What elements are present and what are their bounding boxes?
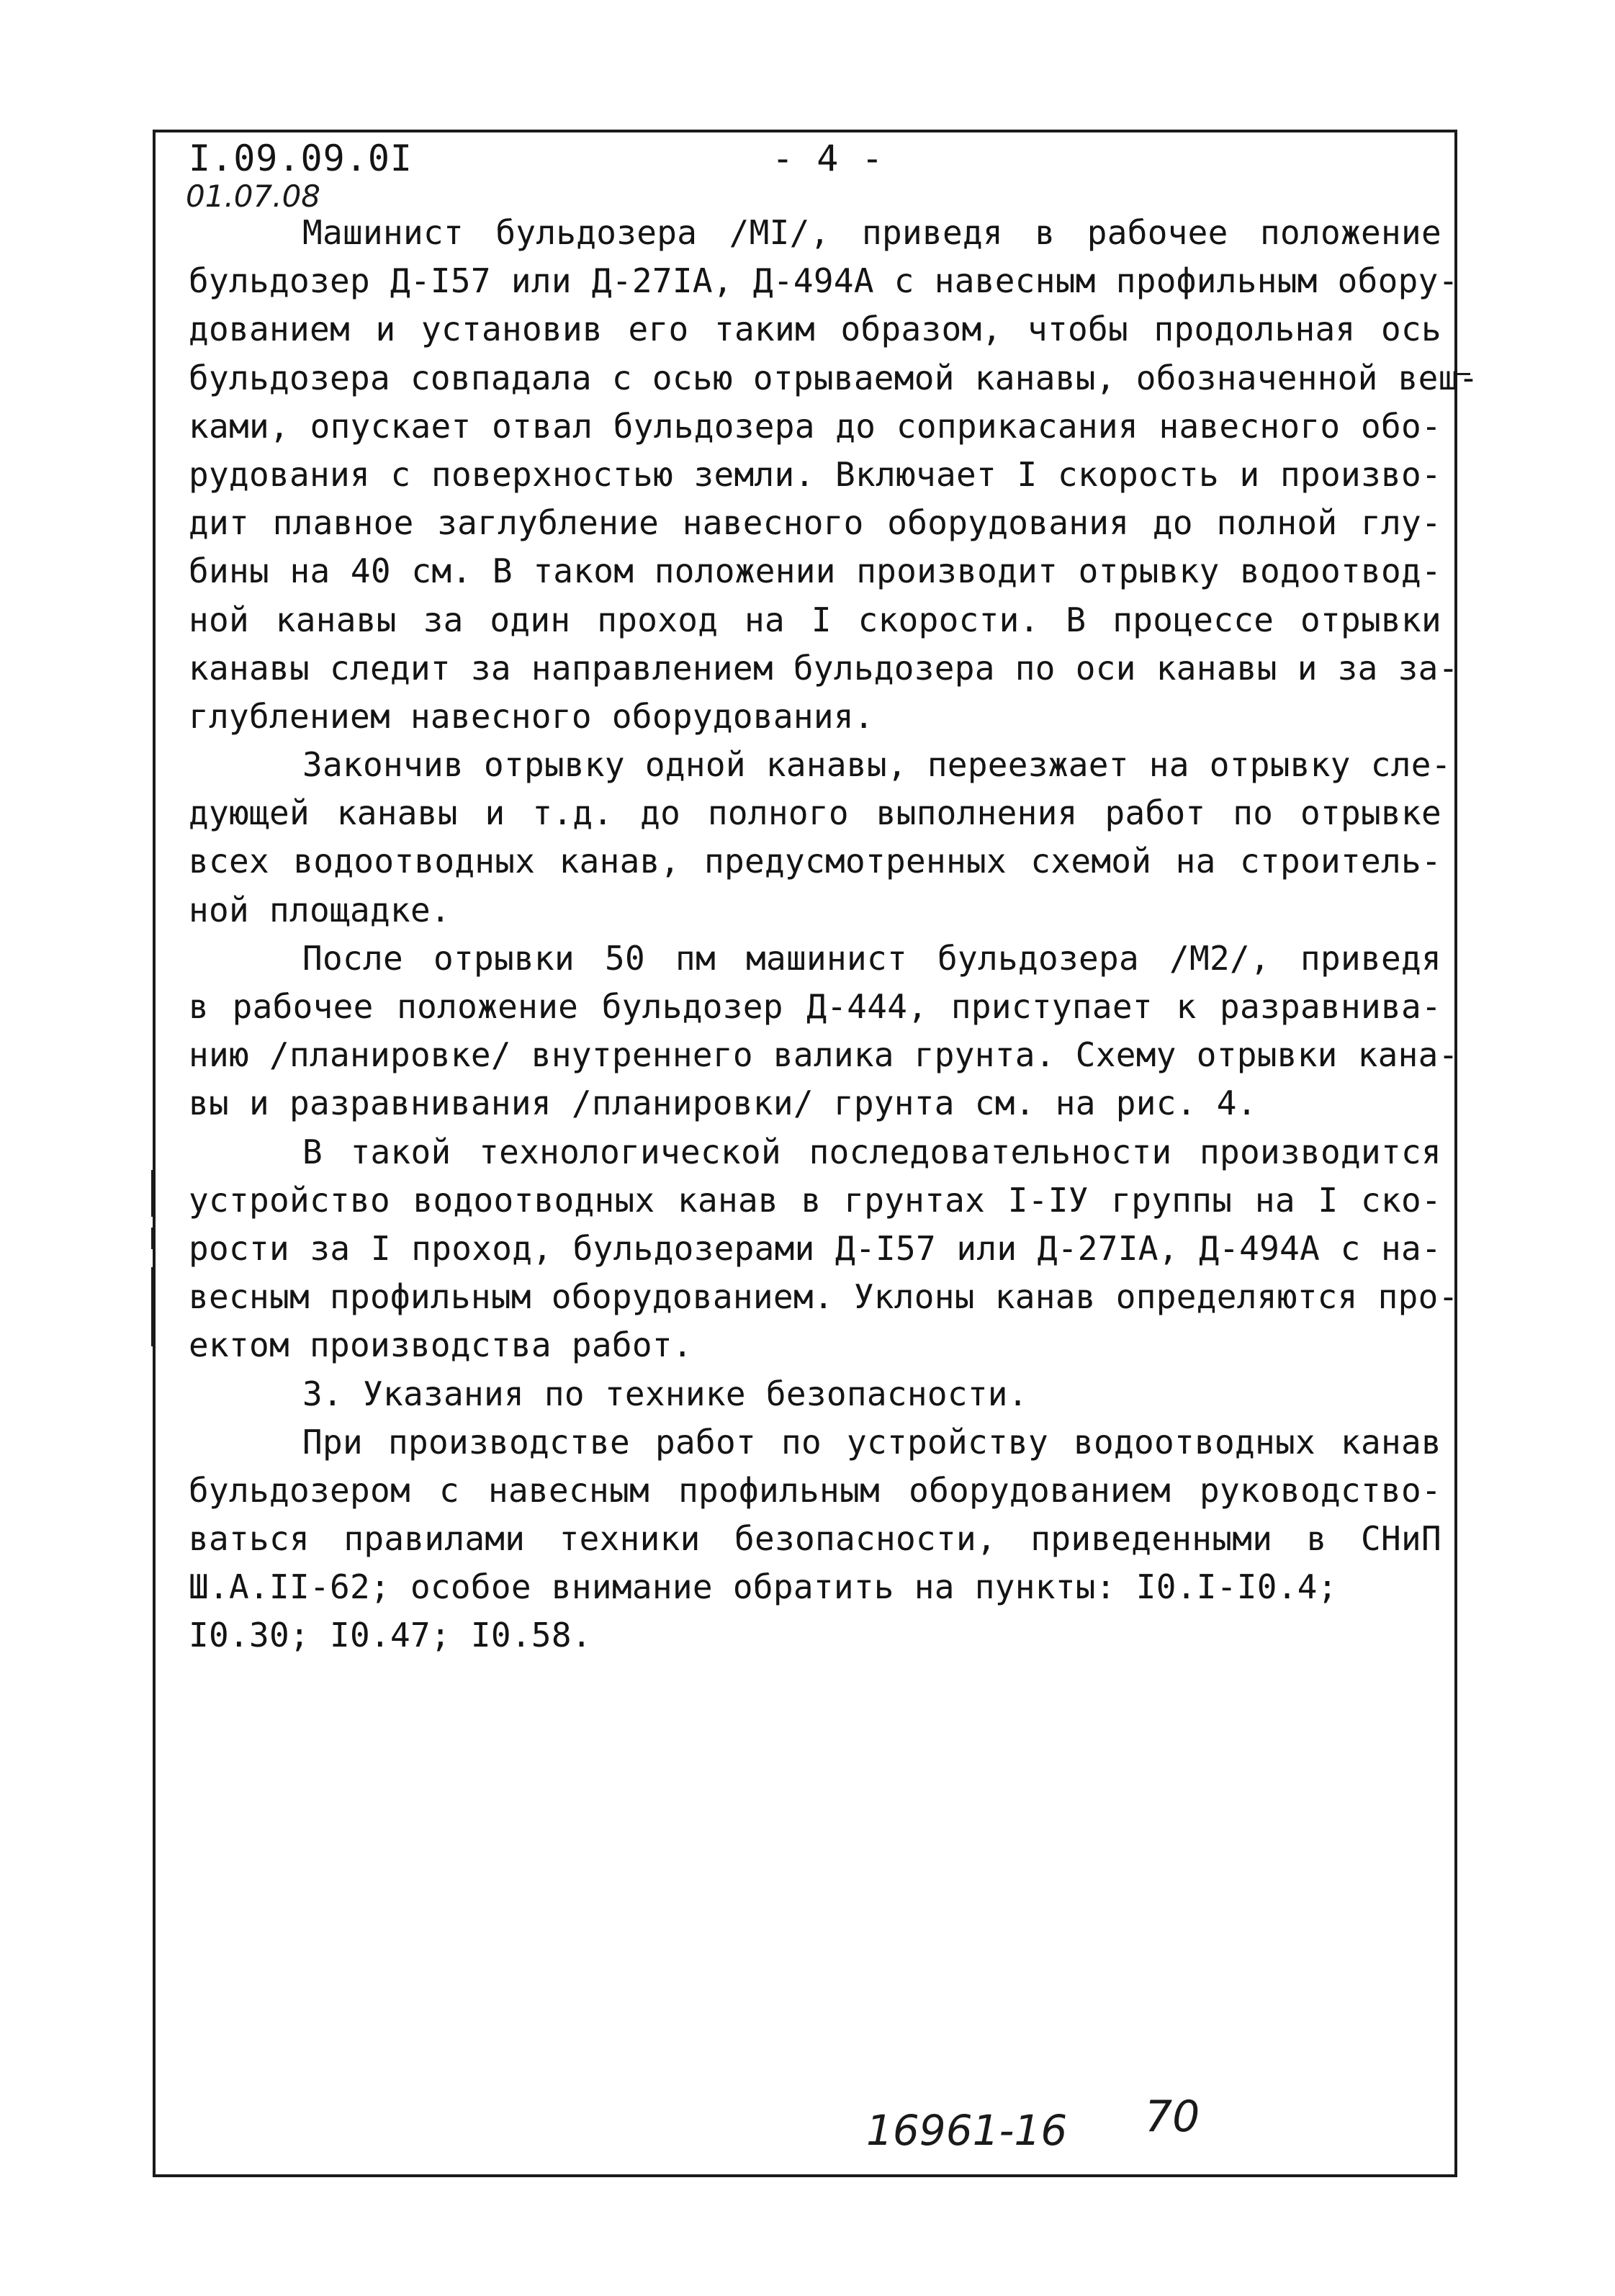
text-line: Закончив отрывку одной канавы, переезжает на отрывку сле- bbox=[302, 745, 1452, 785]
text-line: весным профильным оборудованием. Уклоны канав определяются про- bbox=[189, 1277, 1459, 1317]
text-line: вы и разравнивания /планировки/ грунта см. на рис. 4. bbox=[189, 1084, 1257, 1123]
text-line: канавы следит за направлением бульдозера по оси канавы и за за- bbox=[189, 648, 1459, 688]
text-line: глублением навесного оборудования. bbox=[189, 696, 874, 736]
text-line: дованием и установив его таким образом, чтобы продольная ось bbox=[189, 310, 1441, 349]
text-line: всех водоотводных канав, предусмотренных схемой на строитель- bbox=[189, 842, 1441, 881]
text-line: После отрывки 50 пм машинист бульдозера /М2/, приведя bbox=[302, 938, 1441, 978]
text-line: ками, опускает отвал бульдозера до соприкасания навесного обо- bbox=[189, 406, 1441, 446]
text-line: ной площадке. bbox=[189, 890, 451, 929]
frame-right-border bbox=[1454, 130, 1457, 2176]
section-heading: 3. Указания по технике безопасности. bbox=[302, 1374, 1028, 1413]
text-line: ектом производства работ. bbox=[189, 1325, 693, 1365]
text-line: ваться правилами техники безопасности, приведенными в СНиП bbox=[189, 1519, 1441, 1559]
text-line: дующей канавы и т.д. до полного выполнения работ по отрывке bbox=[189, 793, 1441, 833]
text-line: бульдозера совпадала с осью отрываемой канавы, обозначенной веш- bbox=[189, 358, 1479, 397]
text-line: дит плавное заглубление навесного оборудования до полной глу- bbox=[189, 503, 1441, 543]
text-line: рудования с поверхностью земли. Включает I скорость и произво- bbox=[189, 454, 1441, 494]
text-line: бины на 40 см. В таком положении производит отрывку водоотвод- bbox=[189, 552, 1441, 591]
text-line: бульдозером с навесным профильным оборудованием руководство- bbox=[189, 1470, 1441, 1510]
margin-mark bbox=[151, 1267, 154, 1346]
text-line: рости за I проход, бульдозерами Д-I57 или Д-27IА, Д-494А с на- bbox=[189, 1228, 1441, 1268]
handwritten-page-number: 70 bbox=[1145, 2092, 1200, 2142]
margin-mark bbox=[151, 1170, 154, 1217]
text-line: I0.30; I0.47; I0.58. bbox=[189, 1616, 592, 1655]
text-line: в рабочее положение бульдозер Д-444, приступает к разравнива- bbox=[189, 987, 1441, 1026]
text-line: Ш.А.II-62; особое внимание обратить на пункты: I0.I-I0.4; bbox=[189, 1567, 1338, 1607]
text-line: устройство водоотводных канав в грунтах I-IУ группы на I ско- bbox=[189, 1180, 1441, 1220]
text-line: При производстве работ по устройству водоотводных канав bbox=[302, 1422, 1441, 1462]
frame-top-border bbox=[153, 130, 1457, 132]
frame-bottom-border bbox=[153, 2174, 1457, 2177]
text-line: Машинист бульдозера /МI/, приведя в рабочее положение bbox=[302, 213, 1441, 252]
document-code: I.09.09.0I bbox=[189, 138, 413, 179]
text-line: нию /планировке/ внутреннего валика грунта. Схему отрывки кана- bbox=[189, 1035, 1459, 1075]
text-line: В такой технологической последовательности производится bbox=[302, 1132, 1441, 1171]
frame-left-border bbox=[153, 130, 156, 2176]
page-number: - 4 - bbox=[772, 138, 884, 179]
body-text bbox=[189, 209, 1479, 1660]
text-line: бульдозер Д-I57 или Д-27IА, Д-494А с навесным профильным обору- bbox=[189, 261, 1459, 301]
handwritten-date: 01.07.08 bbox=[186, 179, 321, 214]
text-line: ной канавы за один проход на I скорости. В процессе отрывки bbox=[189, 600, 1441, 639]
handwritten-document-code: 16961-16 bbox=[866, 2106, 1068, 2155]
margin-mark bbox=[151, 1228, 154, 1249]
